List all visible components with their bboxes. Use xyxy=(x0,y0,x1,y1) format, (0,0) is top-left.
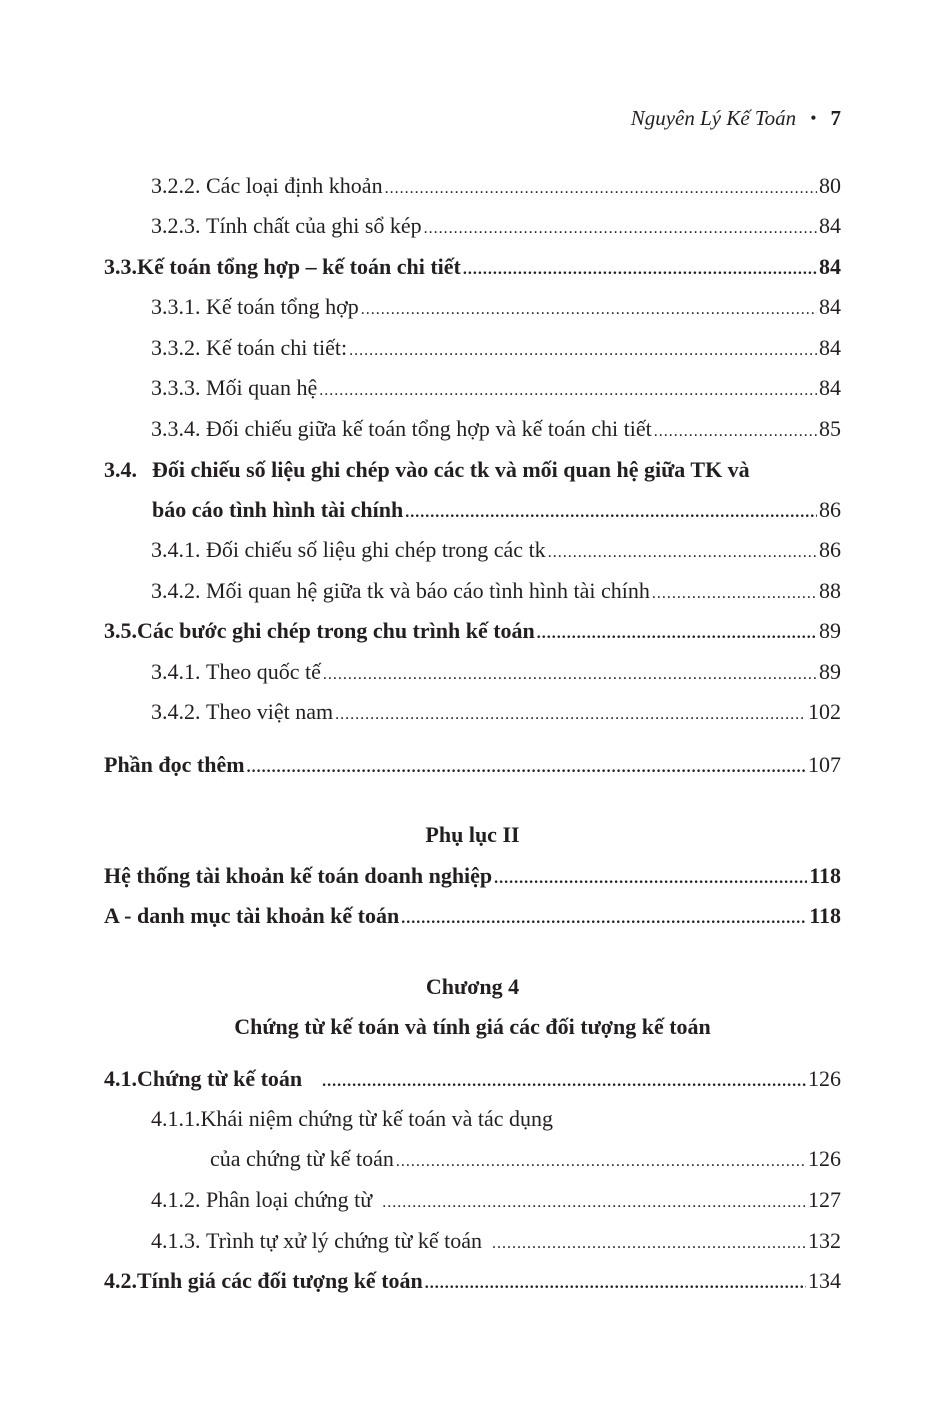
toc-entry[interactable] xyxy=(0,1180,945,1220)
toc-title: Các loại định khoản xyxy=(206,173,383,198)
toc-entry-section[interactable] xyxy=(0,247,945,287)
toc-title: Theo việt nam xyxy=(206,699,334,724)
dot-leader xyxy=(385,169,817,209)
chapter-heading: Chương 4 xyxy=(425,974,520,999)
toc-page: 126 xyxy=(808,1066,841,1091)
toc-title: Tính giá các đối tượng kế toán xyxy=(137,1268,423,1293)
toc-number: 4.2. xyxy=(104,1268,137,1293)
toc-entry-section[interactable] xyxy=(0,1059,945,1099)
toc-page: 102 xyxy=(808,699,841,724)
dot-leader xyxy=(382,1183,806,1223)
dot-leader xyxy=(494,859,807,899)
toc-page: 118 xyxy=(809,903,841,928)
dot-leader xyxy=(537,614,817,654)
dot-leader xyxy=(396,1142,806,1182)
toc-entry-line2[interactable] xyxy=(0,1139,945,1179)
toc-entry-appendix[interactable] xyxy=(0,856,945,896)
toc-page: 126 xyxy=(808,1146,841,1171)
toc-title: Tính chất của ghi sổ kép xyxy=(206,213,422,238)
toc-number: 4.1.1. xyxy=(151,1106,201,1131)
toc-title: Trình tự xử lý chứng từ kế toán xyxy=(206,1228,483,1253)
toc-title: Mối quan hệ giữa tk và báo cáo tình hình tài chính xyxy=(206,578,650,603)
toc-number: 3.2.3. xyxy=(151,213,201,238)
dot-leader xyxy=(349,331,817,371)
toc-number: 3.3.4. xyxy=(151,416,201,441)
toc-page: 85 xyxy=(819,416,841,441)
toc-title: Theo quốc tế xyxy=(206,659,321,684)
toc-page: 89 xyxy=(819,618,841,643)
toc-page: 127 xyxy=(808,1187,841,1212)
toc-title: Đối chiếu số liệu ghi chép trong các tk xyxy=(206,537,546,562)
dot-leader xyxy=(405,493,817,533)
toc-title: Phân loại chứng từ xyxy=(206,1187,373,1212)
toc-title: Kế toán tổng hợp xyxy=(206,294,359,319)
toc-number: 3.4.2. xyxy=(151,699,201,724)
toc-page: 132 xyxy=(808,1228,841,1253)
toc-title: Hệ thống tài khoản kế toán doanh nghiệp xyxy=(104,863,493,888)
toc-page: 118 xyxy=(809,863,841,888)
appendix-heading: Phụ lục II xyxy=(425,822,520,847)
dot-leader xyxy=(652,574,817,614)
running-header xyxy=(631,106,841,131)
dot-leader xyxy=(492,1224,806,1264)
toc-page: 84 xyxy=(819,375,841,400)
toc-title-continued: của chứng từ kế toán xyxy=(210,1146,394,1171)
page-number: 7 xyxy=(830,106,841,130)
toc-entry-further-reading[interactable] xyxy=(0,745,945,785)
toc-number: 3.5. xyxy=(104,618,137,643)
dot-leader xyxy=(319,371,817,411)
dot-leader xyxy=(424,209,817,249)
toc-title: Đối chiếu số liệu ghi chép vào các tk và mối quan hệ giữa TK và xyxy=(152,457,750,482)
toc-title: Khái niệm chứng từ kế toán và tác dụng xyxy=(200,1106,554,1131)
toc-number: 3.2.2. xyxy=(151,173,201,198)
toc-entry-section-line1[interactable] xyxy=(0,450,945,490)
toc-title: Phần đọc thêm xyxy=(104,752,245,777)
toc-entry-section[interactable] xyxy=(0,1261,945,1301)
toc-number: 3.4.1. xyxy=(151,537,201,562)
toc-page: 80 xyxy=(819,173,841,198)
toc-entry[interactable] xyxy=(0,206,945,246)
toc-page: 107 xyxy=(808,752,841,777)
dot-leader xyxy=(401,899,807,939)
dot-leader xyxy=(654,412,817,452)
toc-page: 84 xyxy=(819,294,841,319)
toc-title: Đối chiếu giữa kế toán tổng hợp và kế toán chi tiết xyxy=(206,416,652,441)
toc-entry[interactable] xyxy=(0,652,945,692)
toc-title: A - danh mục tài khoản kế toán xyxy=(104,903,400,928)
toc-entry[interactable] xyxy=(0,530,945,570)
toc-title: Các bước ghi chép trong chu trình kế toán xyxy=(137,618,535,643)
toc-number: 3.3. xyxy=(104,254,137,279)
toc-entry[interactable] xyxy=(0,328,945,368)
toc-title: Chứng từ kế toán xyxy=(137,1066,303,1091)
toc-page: 86 xyxy=(819,537,841,562)
toc-entry[interactable] xyxy=(0,409,945,449)
toc-page: 86 xyxy=(819,497,841,522)
toc-number: 4.1.3. xyxy=(151,1228,201,1253)
dot-leader xyxy=(361,290,817,330)
toc-entry[interactable] xyxy=(0,287,945,327)
chapter-subtitle: Chứng từ kế toán và tính giá các đối tượng kế toán xyxy=(234,1014,711,1039)
dot-leader xyxy=(335,695,806,735)
toc-page: 134 xyxy=(808,1268,841,1293)
toc-entry[interactable] xyxy=(0,166,945,206)
toc-title: Mối quan hệ xyxy=(206,375,318,400)
toc-entry-appendix[interactable] xyxy=(0,896,945,936)
toc-title: Kế toán tổng hợp – kế toán chi tiết xyxy=(137,254,461,279)
toc-number: 3.3.3. xyxy=(151,375,201,400)
book-title: Nguyên Lý Kế Toán xyxy=(630,106,797,130)
toc-page: 84 xyxy=(819,254,841,279)
toc-entry-section[interactable] xyxy=(0,611,945,651)
toc-number: 4.1. xyxy=(104,1066,137,1091)
toc-number: 4.1.2. xyxy=(151,1187,201,1212)
dot-leader xyxy=(247,748,806,788)
dot-leader xyxy=(548,533,817,573)
toc-entry[interactable] xyxy=(0,368,945,408)
toc-entry[interactable] xyxy=(0,692,945,732)
toc-page: 88 xyxy=(819,578,841,603)
dot-leader xyxy=(322,1062,806,1102)
toc-number: 3.3.1. xyxy=(151,294,201,319)
toc-entry[interactable] xyxy=(0,1221,945,1261)
bullet-separator: • xyxy=(810,108,817,128)
dot-leader xyxy=(425,1264,806,1304)
toc-title: Kế toán chi tiết: xyxy=(206,335,348,360)
toc-entry[interactable] xyxy=(0,571,945,611)
dot-leader xyxy=(323,655,817,695)
toc-number: 3.4.1. xyxy=(151,659,201,684)
toc-number: 3.4.2. xyxy=(151,578,201,603)
toc-page: 84 xyxy=(819,335,841,360)
toc-entry-section-line2[interactable] xyxy=(0,490,945,530)
toc-page: 84 xyxy=(819,213,841,238)
dot-leader xyxy=(463,250,817,290)
toc-number: 3.4. xyxy=(104,457,137,482)
toc-entry-line1[interactable] xyxy=(151,1099,553,1139)
toc-number: 3.3.2. xyxy=(151,335,201,360)
toc-page: 89 xyxy=(819,659,841,684)
toc-title-continued: báo cáo tình hình tài chính xyxy=(152,497,404,522)
